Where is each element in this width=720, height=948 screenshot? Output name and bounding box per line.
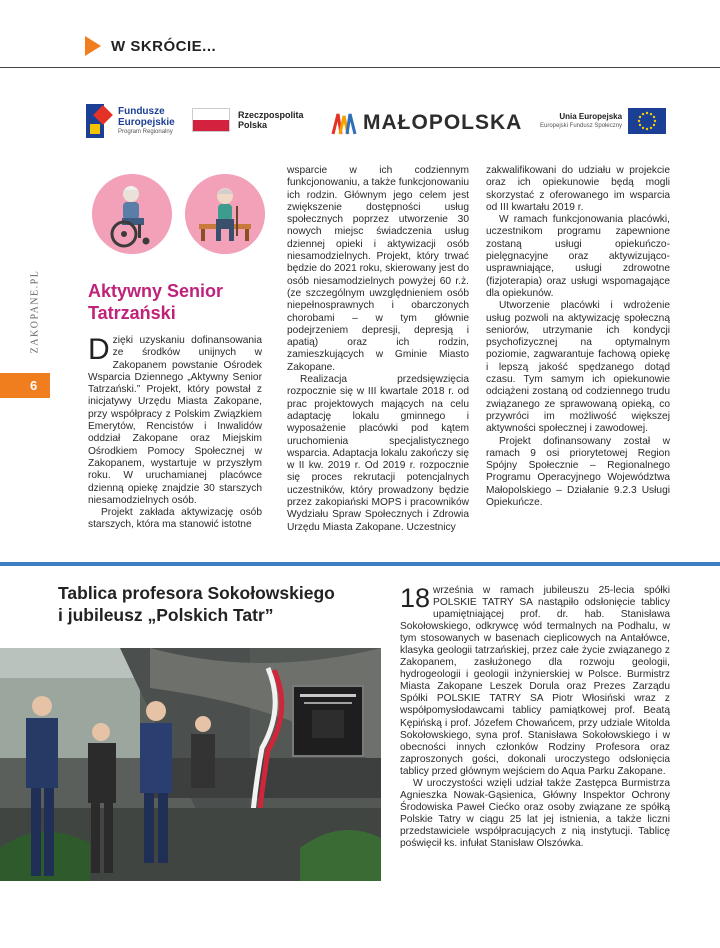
funding-logos: [86, 100, 671, 150]
article2-p2: W uroczystości wzięli udział także Zastępca Burmistrza Agnieszka Nowak-Gąsienica, Główny Inspektor Ochrony Środowiska Paweł Ciećko oraz osoby związane ze spółką Polskie Tatry w ciągu 25 lat jej istnienia, a także liczni przedstawiciele współpracujących z nią instytucji. Tablicę poświęcił ks. infułat Stanisław Olszówka.: [400, 777, 670, 849]
fundusze-europejskie-icon: [86, 104, 112, 138]
article1-c3-p4: Projekt dofinansowany został w ramach 9 osi priorytetowej Region Spójny Społecznie – Regionalnego Programu Operacyjnego Województwa Małopolskiego – Działanie 9.2.3 Usługi Opiekuńcze.: [486, 435, 670, 509]
eu-flag-icon: [628, 108, 666, 134]
article1-column-3: [486, 165, 670, 550]
article1-c3-p3: Utworzenie placówki i wdrożenie usług pozwoli na aktywizację społeczną seniorów, utrzymanie ich kondycji psychofizycznej na optymalnym poziomie, zagwarantuje fachową opiekę i lepszą jakość spędzanego dotąd czasu. Tym samym ich opiekunowie odciążeni zostaną od codziennego trudu związanego ze sprawowaną opieką, co przywróci im możliwość większej aktywności społecznej i zawodowej.: [486, 300, 670, 435]
article1-c1-p1: zięki uzyskaniu dofinansowania ze środków unijnych w Zakopanem powstanie Ośrodek Wsparcia Dziennego „Aktywny Senior Tatrzański.” Projekt, który powstał z inicjatywy Urzędu Miasta Zakopane, przy współpracy z Polskim Związkiem Emerytów, Rencistów i Inwalidów oddział Zakopane oraz Miejskim Ośrodkiem Pomocy Społecznej w Zakopanem, wystartuje w przyszłym roku. W uruchamianej placówce dzienną opiekę znajdzie 30 starszych niesamodzielnych osób.: [88, 335, 262, 506]
polish-flag-icon: [192, 108, 230, 132]
ceremony-photo: [0, 648, 381, 881]
logo-rzeczpospolita: [192, 108, 304, 132]
site-url: ZAKOPANE.PL: [29, 269, 41, 354]
senior-bench-icon: [185, 174, 265, 254]
page-number: 6: [0, 373, 50, 398]
article1-column-2: [287, 165, 469, 550]
rp-line2: Polska: [238, 120, 268, 130]
ue-line1: Unia Europejska: [559, 112, 623, 121]
article1-paragraph: [88, 335, 262, 507]
ue-line2: Europejski Fundusz Społeczny: [540, 123, 623, 129]
header-divider: [0, 67, 720, 68]
dropcap: D: [88, 333, 110, 366]
senior-wheelchair-icon: [92, 174, 172, 254]
arrow-right-icon: [85, 36, 101, 56]
article2-body: [400, 585, 670, 887]
malopolska-text: MAŁOPOLSKA: [363, 111, 523, 134]
article2-title: [58, 582, 335, 626]
fe-line1: Fundusze: [118, 105, 165, 117]
sidebar-site: [29, 262, 41, 362]
malopolska-icon: [331, 110, 357, 136]
article2-date-number: 18: [400, 583, 431, 613]
section-header: [85, 36, 216, 56]
article1-c2-p2: Realizacja przedsięwzięcia rozpocznie się w III kwartale 2018 r. od prac projektowych mających na celu adaptację lokalu gminnego i wyposażenie placówki pod kątem uruchomienia specjalistycznego wsparcia. Adaptacja lokalu zakończy się w II kw. 2019 r. Od 2019 r. rozpocznie się proces rekrutacji potencjalnych uczestników, który prowadzony będzie przez zakopiański MOPS i pracowników Wydziału Spraw Społecznych i Zdrowia Urzędu Miasta Zakopane. Uczestnicy: [287, 374, 469, 533]
article1-c2-p1: wsparcie w ich codziennym funkcjonowaniu, a także funkcjonowaniu ich rodzin. Głównym jego celem jest zwiększenie dostępności usług społecznych poprzez utworzenie 30 nowych miejsc świadczenia usług dziennej opieki i aktywizacji osób niesamodzielnych. Projekt, który trwać będzie do 2021 roku, skierowany jest do osób niesamodzielnych powyżej 60 r.ż. (ze szczególnym uwzględnieniem osób niepełnosprawnych i obarczonych chorobami – w tym głównie podejrzeniem depresji, depresją i apatią) oraz ich rodzin, zamieszkujących w Gminie Miasto Zakopane.: [287, 165, 469, 373]
article2-paragraph: [400, 585, 670, 778]
article2-p1: września w ramach jubileuszu 25-lecia spółki POLSKIE TATRY SA nastąpiło odsłonięcie tablicy upamiętniającej prof. dr. hab. Stanisława Sokołowskiego, odkrywcę wód termalnych na Podhalu, w tym stosowanych w basenach cieplicowych na Antałówce, klasyka geologii tatrzańskiej, przez całe życie związanego z Zakopanem, zasłużonego dla rozwoju geologii, hydrogeologii i geologii inżynierskiej w Polsce. Burmistrz Miasta Zakopane Leszek Dorula oraz Prezes Zarządu Spółki POLSKIE TATRY SA Piotr Włosiński wraz z współpomysłodawcami tablicy pamiątkowej prof. Beatą Kępińską i prof. Józefem Chowańcem, przy udziale Witolda Sokołowskiego, syna prof. Stanisława Sokołowskiego i w obecności innych członków Rodziny Profesora oraz zaproszonych gości, dokonali uroczystego odsłonięcia tablicy przed głównym wejściem do Aqua Parku Zakopane.: [400, 585, 670, 777]
fe-line3: Program Regionalny: [118, 128, 173, 135]
section-separator: [0, 562, 720, 566]
logo-malopolska: [331, 110, 522, 136]
article1-c3-p1: zakwalifikowani do udziału w projekcie oraz ich opiekunowie będą mogli skorzystać z oferowanego im wsparcia od III kwartału 2019 r.: [486, 165, 670, 213]
fe-line2: Europejskie: [118, 116, 175, 128]
article1-column-1: [88, 335, 262, 550]
article1-c1-p2: Projekt zakłada aktywizację osób starszych, która ma stanowić istotne: [88, 507, 262, 531]
article2-title-line1: Tablica profesora Sokołowskiego: [58, 583, 335, 603]
article1-title-line2: Tatrzański: [88, 303, 176, 323]
article2-title-line2: i jubileusz „Polskich Tatr”: [58, 605, 274, 625]
logo-fundusze-europejskie: [86, 104, 175, 138]
article1-title: [88, 280, 223, 324]
rp-line1: Rzeczpospolita: [238, 110, 304, 120]
article1-title-line1: Aktywny Senior: [88, 281, 224, 301]
article1-c3-p2: W ramach funkcjonowania placówki, uczestnikom programu zapewnione zostaną usługi opiekuńczo-pielęgnacyjne oraz aktywizująco-usprawniające, usługi zdrowotne (fizjoterapia) oraz usługi wspomagające dla opiekunów.: [486, 214, 670, 299]
logo-unia-europejska: [540, 108, 666, 134]
section-title: W SKRÓCIE...: [111, 37, 217, 55]
